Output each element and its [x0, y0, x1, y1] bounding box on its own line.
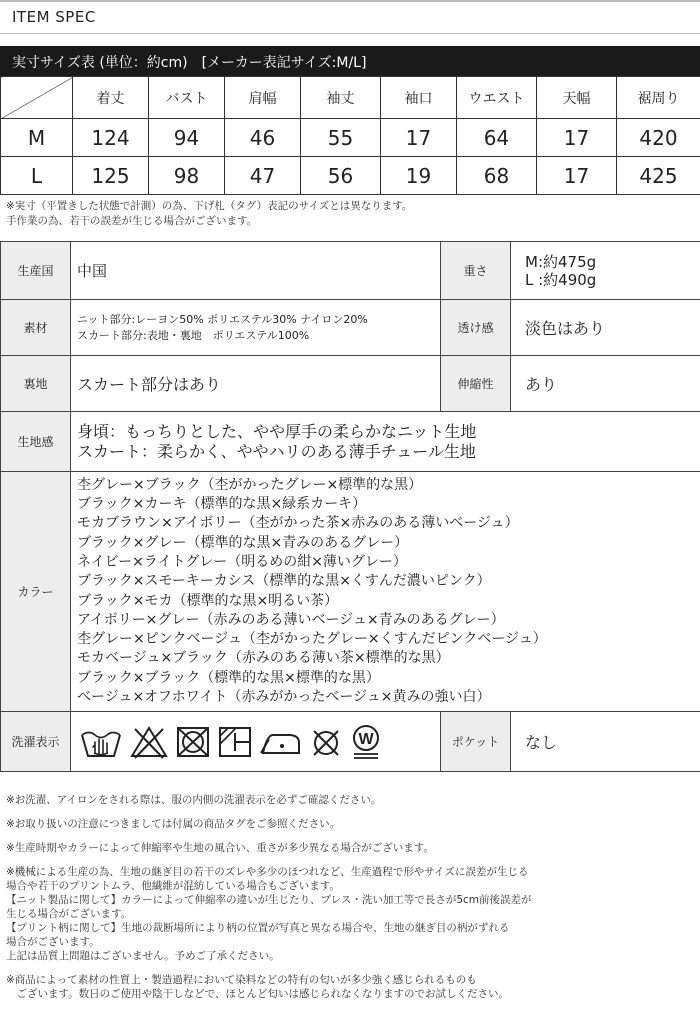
size-note-line: 手作業の為、若干の誤差が生じる場合がございます。: [6, 215, 258, 227]
size-cell: 94: [149, 119, 225, 157]
color-item: モカベージュ×ブラック（赤みのある薄い茶×標準的な黒）: [77, 650, 450, 667]
stretch-label: 伸縮性: [441, 356, 511, 412]
no-tumble-dry-icon: [175, 725, 211, 759]
pocket-label: ポケット: [441, 712, 511, 772]
wet-clean-mark: W: [358, 730, 374, 748]
wash-symbols: [71, 712, 441, 772]
color-item: モカブラウン×アイボリー（杢がかった茶×赤みのある薄いベージュ）: [77, 515, 519, 532]
spec-row-color: [1, 472, 700, 712]
color-item: ブラック×モカ（標準的な黒×明るい茶）: [77, 592, 339, 609]
spec-row-texture: [1, 412, 700, 472]
wet-clean-weak-icon: [349, 723, 383, 761]
note-line: ※生産時期やカラーによって伸縮率や生地の風合い、重さが多少異なる場合がございます。: [6, 842, 434, 854]
size-cell: 17: [537, 157, 617, 195]
pocket-value: なし: [511, 712, 700, 772]
size-note-line: ※実寸（平置きした状態で計測）の為、下げ札（タグ）表記のサイズとは異なります。: [6, 200, 413, 212]
note-line: 場合や若干のプリントムラ、他繊維が混紡している場合もございます。: [6, 880, 340, 892]
lining-value: スカート部分はあり: [71, 356, 441, 412]
weight-value: [511, 242, 700, 300]
weight-l: L :約490g: [525, 270, 597, 289]
note-line: 生じる場合がございます。: [6, 908, 132, 920]
size-cell: 56: [301, 157, 381, 195]
size-label: M: [1, 119, 73, 157]
column-header: 袖丈: [301, 77, 381, 119]
color-item: アイボリー×グレー（赤みのある薄いベージュ×青みのあるグレー）: [77, 611, 505, 628]
spec-row-origin: [1, 242, 700, 300]
size-cell: 420: [617, 119, 700, 157]
lining-label: 裏地: [1, 356, 71, 412]
size-cell: 46: [225, 119, 301, 157]
section-title-bar: [0, 0, 700, 34]
color-item: ブラック×グレー（標準的な黒×青みのあるグレー）: [77, 534, 409, 551]
material-label: 素材: [1, 300, 71, 356]
note-line: ※商品によって素材の性質上・製造過程において染料などの特有の匂いが多少強く感じられるものも: [6, 974, 477, 986]
note-line: ございます。数日のご使用や陰干しなどで、ほとんど匂いは感じられなくなりますのでお試しください。: [6, 988, 509, 1000]
color-label: カラー: [1, 472, 71, 712]
note-line: 上記は品質上問題はございません。予めご了承ください。: [6, 950, 280, 962]
size-row-m: [1, 119, 700, 157]
color-item: ブラック×スモーキーカシス（標準的な黒×くすんだ濃いピンク）: [77, 573, 491, 590]
size-cell: 19: [381, 157, 457, 195]
spec-row-lining: [1, 356, 700, 412]
size-cell: 124: [73, 119, 149, 157]
title-top-rule: [0, 0, 700, 2]
color-item: 杢グレー×ブラック（杢がかったグレー×標準的な黒）: [77, 476, 423, 493]
column-header: 着丈: [73, 77, 149, 119]
color-item: ブラック×カーキ（標準的な黒×緑系カーキ）: [77, 496, 367, 513]
column-header: バスト: [149, 77, 225, 119]
size-cell: 17: [381, 119, 457, 157]
sheer-label: 透け感: [441, 300, 511, 356]
size-cell: 17: [537, 119, 617, 157]
origin-label: 生産国: [1, 242, 71, 300]
column-header: 天幅: [537, 77, 617, 119]
spec-row-material: [1, 300, 700, 356]
size-note: [6, 199, 412, 229]
no-dry-clean-icon: [309, 725, 343, 759]
size-cell: 47: [225, 157, 301, 195]
spec-table: [0, 241, 700, 772]
wash-label: 洗濯表示: [1, 712, 71, 772]
care-notes: [6, 793, 696, 1001]
section-title: ITEM SPEC: [12, 8, 96, 26]
size-table: [0, 76, 700, 195]
texture-line: 身頃：もっちりとした、やや厚手の柔らかなニット生地: [77, 421, 477, 441]
texture-line: スカート：柔らかく、ややハリのある薄手チュール生地: [77, 441, 476, 461]
line-dry-shade-icon: [217, 725, 253, 759]
hand-wash-icon: [79, 725, 123, 759]
weight-m: M:約475g: [525, 252, 597, 271]
iron-low-icon: [259, 725, 303, 759]
size-cell: 125: [73, 157, 149, 195]
color-item: ベージュ×オフホワイト（赤みがかったベージュ×黄みの強い白）: [77, 688, 491, 705]
column-header: 袖口: [381, 77, 457, 119]
weight-label: 重さ: [441, 242, 511, 300]
material-value: [71, 300, 441, 356]
size-row-l: [1, 157, 700, 195]
note-line: ※お洗濯、アイロンをされる際は、服の内側の洗濯表示を必ずご確認ください。: [6, 794, 382, 806]
size-table-header: 実寸サイズ表 (単位：約cm) [メーカー表記サイズ:M/L]: [0, 46, 700, 76]
color-item: ネイビー×ライトグレー（明るめの紺×薄いグレー）: [77, 553, 407, 570]
note-line: 【ニット製品に関して】カラーによって伸縮率の違いが生じたり、プレス・洗い加工等で長さが5cm前後誤差が: [6, 894, 532, 906]
size-cell: 55: [301, 119, 381, 157]
column-header: 肩幅: [225, 77, 301, 119]
note-line: 場合がございます。: [6, 936, 100, 948]
column-header: ウエスト: [457, 77, 537, 119]
sheer-value: 淡色はあり: [511, 300, 700, 356]
stretch-value: あり: [511, 356, 700, 412]
column-header: 裾周り: [617, 77, 700, 119]
size-cell: 98: [149, 157, 225, 195]
size-cell: 68: [457, 157, 537, 195]
spec-row-wash: [1, 712, 700, 772]
material-line: スカート部分:表地・裏地 ポリエステル100%: [77, 328, 310, 342]
texture-label: 生地感: [1, 412, 71, 472]
color-list: [71, 472, 700, 712]
origin-value: 中国: [71, 242, 441, 300]
size-label: L: [1, 157, 73, 195]
size-cell: 425: [617, 157, 700, 195]
material-line: ニット部分:レーヨン50% ポリエステル30% ナイロン20%: [77, 312, 368, 326]
color-item: 杢グレー×ピンクベージュ（杢がかったグレー×くすんだピンクベージュ）: [77, 631, 547, 648]
note-line: ※お取り扱いの注意につきましては付属の商品タグをご参照ください。: [6, 818, 341, 830]
size-cell: 64: [457, 119, 537, 157]
texture-value: [71, 412, 700, 472]
wash-icon-row: [77, 723, 440, 761]
note-line: ※機械による生産の為、生地の継ぎ目の若干のズレや多少のほつれなど、生産過程で形やサイズに誤差が生じる: [6, 866, 529, 878]
size-table-header-row: [1, 77, 700, 119]
note-line: 【プリント柄に関して】生地の裁断場所により柄の位置が写真と異なる場合や、生地の継ぎ目の柄がずれる: [6, 922, 510, 934]
no-bleach-icon: [129, 725, 169, 759]
size-table-corner: [1, 77, 73, 119]
color-item: ブラック×ブラック（標準的な黒×標準的な黒）: [77, 669, 380, 686]
